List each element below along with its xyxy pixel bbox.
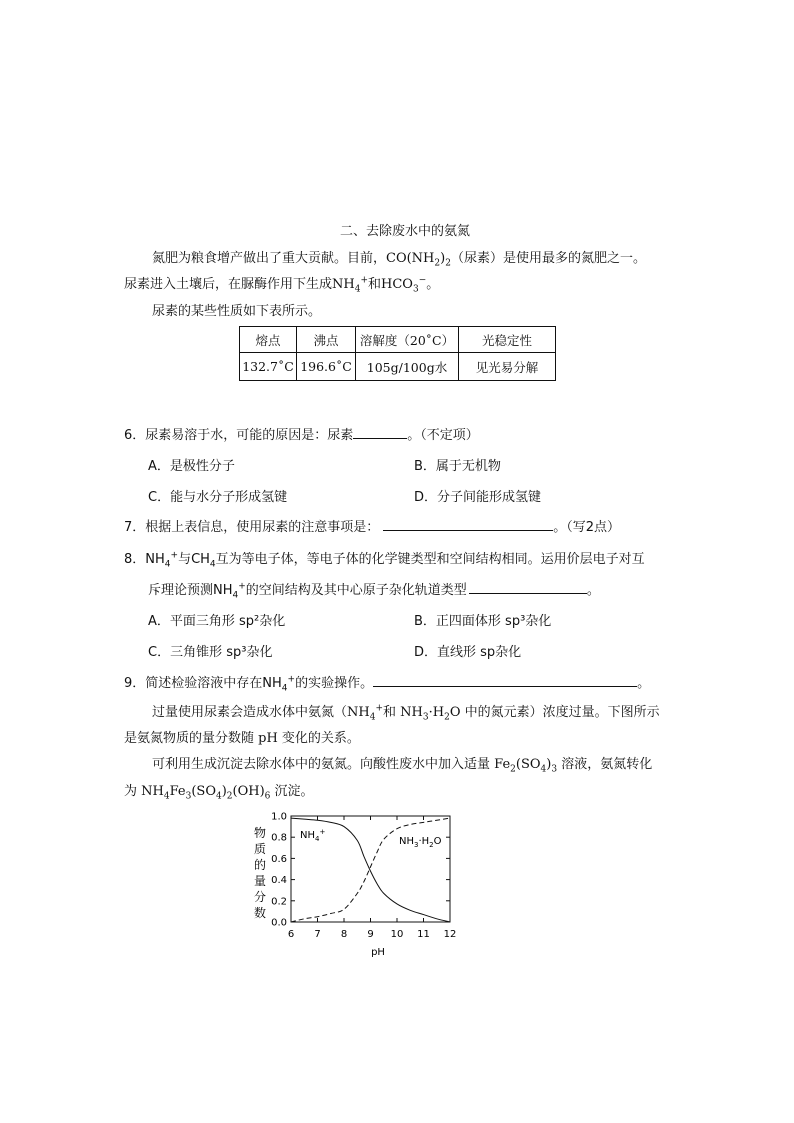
passage-line-1: 过量使用尿素会造成水体中氨氮（$NH_4^+$和 $NH_3\cdot H_2O$ 中的氮元素）浓度过量。下图所示 bbox=[152, 703, 660, 723]
question-6: 6．尿素易溶于水，可能的原因是：尿素 。（不定项） bbox=[124, 424, 479, 443]
answer-blank[interactable] bbox=[469, 580, 587, 594]
table-cell: 132.7˚C bbox=[240, 353, 297, 381]
table-cell: 见光易分解 bbox=[459, 353, 556, 381]
q8-option-a: A．平面三角形 sp²杂化 bbox=[148, 614, 286, 629]
passage-line-4: 为 $NH_4Fe_3(SO_4)_2(OH)_6$ 沉淀。 bbox=[124, 784, 314, 802]
y-tick-label: 0.8 bbox=[271, 832, 287, 844]
y-axis-label-char: 物 bbox=[253, 826, 267, 840]
passage-line-3: 可利用生成沉淀去除水体中的氨氮。向酸性废水中加入适量 $Fe_2(SO_4)_3$ 溶液，氨氮转化 bbox=[152, 757, 653, 775]
x-tick-label: 11 bbox=[417, 929, 430, 940]
y-axis-label-char: 量 bbox=[253, 874, 267, 888]
answer-blank[interactable] bbox=[383, 517, 553, 531]
y-tick-label: 1.0 bbox=[271, 811, 287, 823]
table-header: 沸点 bbox=[297, 327, 356, 353]
intro-line-3: 尿素的某些性质如下表所示。 bbox=[152, 304, 322, 319]
table-row bbox=[240, 353, 556, 381]
series-label-nh3h2o: $NH_3\cdot H_2O$ bbox=[399, 836, 442, 849]
intro-line-1: 氮肥为粮食增产做出了重大贡献。目前，$CO(NH_2)_2$（尿素）是使用最多的氮肥之一。 bbox=[152, 251, 646, 269]
x-axis-label: pH bbox=[371, 947, 385, 958]
q6-option-b: B．属于无机物 bbox=[414, 459, 501, 474]
x-tick-label: 10 bbox=[390, 929, 404, 940]
passage-line-2: 是氨氮物质的量分数随 pH 变化的关系。 bbox=[124, 731, 360, 746]
y-axis-label-char: 数 bbox=[253, 906, 267, 920]
y-tick-label: 0.2 bbox=[271, 896, 287, 908]
question-9: 9．简述检验溶液中存在$NH_4^+$的实验操作。 。 bbox=[124, 674, 651, 694]
series-label-nh4: $NH_4^+$ bbox=[300, 828, 326, 843]
question-8: 8．$NH_4^+$与$CH_4$互为等电子体，等电子体的化学键类型和空间结构相同。运用价层电子对互 bbox=[124, 550, 645, 570]
table-cell: 196.6˚C bbox=[297, 353, 356, 381]
table-cell: 105g/100g水 bbox=[356, 353, 459, 381]
answer-blank[interactable] bbox=[373, 673, 637, 687]
x-tick-label: 12 bbox=[443, 929, 457, 940]
answer-blank[interactable] bbox=[353, 425, 407, 439]
table-header: 熔点 bbox=[240, 327, 297, 353]
intro-line-2: 尿素进入土壤后，在脲酶作用下生成$NH_4^+$和$HCO_3^-$。 bbox=[124, 275, 440, 295]
y-axis-label-char: 质 bbox=[253, 842, 267, 856]
properties-table bbox=[239, 326, 556, 381]
axis-ticks bbox=[271, 812, 456, 941]
section-title: 二、去除废水中的氨氮 bbox=[340, 224, 471, 239]
question-8-line-2: 斥理论预测$NH_4^+$的空间结构及其中心原子杂化轨道类型 。 bbox=[148, 581, 600, 601]
y-axis-label-char: 的 bbox=[253, 858, 267, 872]
y-tick-label: 0.6 bbox=[271, 853, 287, 865]
x-tick-label: 6 bbox=[287, 929, 295, 940]
ph-fraction-chart bbox=[240, 805, 470, 960]
question-7: 7．根据上表信息，使用尿素的注意事项是： 。（写2点） bbox=[124, 516, 620, 535]
y-axis-label bbox=[254, 825, 266, 920]
q6-option-a: A．是极性分子 bbox=[148, 459, 235, 474]
y-tick-label: 0.0 bbox=[271, 917, 287, 929]
q8-option-c: C．三角锥形 sp³杂化 bbox=[148, 645, 273, 660]
q6-option-c: C．能与水分子形成氢键 bbox=[148, 490, 288, 505]
q8-option-b: B．正四面体形 sp³杂化 bbox=[414, 614, 552, 629]
q8-option-d: D．直线形 sp杂化 bbox=[414, 645, 522, 660]
x-tick-label: 7 bbox=[314, 929, 321, 940]
y-axis-label-char: 分 bbox=[253, 890, 267, 904]
x-tick-label: 9 bbox=[367, 929, 374, 940]
x-tick-label: 8 bbox=[340, 929, 348, 940]
table-header: 光稳定性 bbox=[459, 327, 556, 353]
table-header-row bbox=[240, 327, 556, 353]
y-tick-label: 0.4 bbox=[271, 875, 287, 887]
q6-option-d: D．分子间能形成氢键 bbox=[414, 490, 542, 505]
table-header: 溶解度（20˚C） bbox=[356, 327, 459, 353]
